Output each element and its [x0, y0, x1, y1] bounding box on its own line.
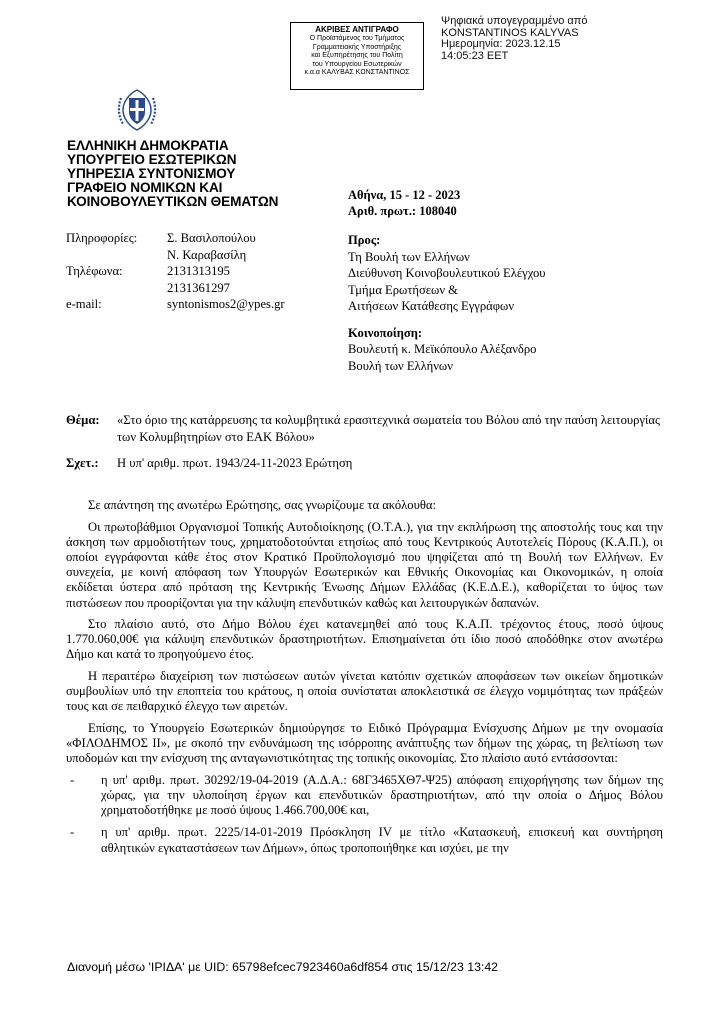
body-paragraph: Στο πλαίσιο αυτό, στο Δήμο Βόλου έχει κατανεμηθεί από τους Κ.Α.Π. τρέχοντος έτους, ποσό ύψους 1.770.060,00€ για κάλυψη επενδυτικών δραστηριοτήτων. Επισημαίνεται ότι ίδιο ποσό αποδόθηκε στον ανωτέρω Δήμο και κατά το προηγούμενο έτος. — [66, 617, 663, 662]
subject-text: «Στο όριο της κατάρρευσης τα κολυμβητικά ερασιτεχνικά σωματεία του Βόλου από την παύση λειτουργίας των Κολυμβητηρίων στο ΕΑΚ Βόλου» — [117, 413, 660, 444]
signature-line: Ημερομηνία: 2023.12.15 — [441, 38, 561, 50]
issuer-header — [67, 139, 278, 209]
document-date: Αθήνα, 15 - 12 - 2023 — [348, 188, 461, 202]
contact-info — [66, 230, 285, 313]
phone-number: 2131313195 — [167, 264, 230, 278]
body-paragraph: Επίσης, το Υπουργείο Εσωτερικών δημιούργησε το Ειδικό Πρόγραμμα Ενίσχυσης Δήμων με την ονομασία «ΦΙΛΟΔΗΜΟΣ ΙΙ», με σκοπό την ενδυνάμωση της ισόρροπης ανάπτυξης των δήμων της χώρας, τη βελτίωση των υποδομών και την ενίσχυση της ανταγωνιστικότητας της τοπικής οικονομίας. Στο πλαίσιο αυτό εντάσσονται: — [66, 720, 663, 766]
bullet-marker: - — [70, 825, 75, 840]
to-label: Προς: — [348, 233, 381, 247]
phone-number: 2131361297 — [167, 280, 230, 295]
recipient-line: Αιτήσεων Κατάθεσης Εγγράφων — [348, 299, 515, 313]
signature-line: KONSTANTINOS KALYVAS — [441, 26, 579, 39]
stamp-line: Ο Προϊστάμενος του Τμήματος — [309, 35, 405, 42]
subject-block — [66, 412, 666, 472]
list-item-text: η υπ' αριθμ. πρωτ. 2225/14-01-2019 Πρόσκληση IV με τίτλο «Κατασκευή, επισκευή και συντήρηση αθλητικών εγκαταστάσεων των Δήμων», όπως τροποποιήθηκε και ισχύει, με την — [101, 825, 663, 855]
reference-label: Σχετ.: — [66, 456, 99, 470]
issuer-line: ΥΠΗΡΕΣΙΑ ΣΥΝΤΟΝΙΣΜΟΥ — [67, 165, 236, 181]
recipient-line: Τη Βουλή των Ελλήνων — [348, 249, 470, 264]
cc-line: Βουλευτή κ. Μεϊκόπουλο Αλέξανδρο — [348, 342, 537, 356]
greek-coat-of-arms-icon — [115, 88, 159, 132]
list-item-text: η υπ' αριθμ. πρωτ. 30292/19-04-2019 (Α.Δ.Α.: 68Γ3465ΧΘ7-Ψ25) απόφαση επιχορήγησης των δήμων της χώρας, για την υλοποίηση έργων και επενδυτικών δραστηριοτήτων, από την οποία ο Δήμος Βόλου χρηματοδοτήθηκε με ποσό ύψους 1.466.700,00€ και, — [101, 772, 663, 818]
stamp-title: ΑΚΡΙΒΕΣ ΑΝΤΙΓΡΑΦΟ — [315, 25, 399, 34]
phone-label: Τηλέφωνα: — [66, 264, 123, 278]
issuer-line: ΥΠΟΥΡΓΕΙΟ ΕΣΩΤΕΡΙΚΩΝ — [67, 151, 237, 167]
signature-line: Ψηφιακά υπογεγραμμένο από — [441, 15, 588, 27]
distribution-footer: Διανομή μέσω 'ΙΡΙΔΑ' με UID: 65798efcec7923460a6df854 στις 15/12/23 13:42 — [67, 960, 499, 974]
recipient-line: Διεύθυνση Κοινοβουλευτικού Ελέγχου — [348, 266, 546, 280]
issuer-line: ΚΟΙΝΟΒΟΥΛΕΥΤΙΚΩΝ ΘΕΜΑΤΩΝ — [67, 193, 279, 209]
issuer-line: ΓΡΑΦΕΙΟ ΝΟΜΙΚΩΝ ΚΑΙ — [67, 179, 223, 195]
info-label: Πληροφορίες: — [66, 231, 138, 245]
stamp-line: του Υπουργείου Εσωτερικών — [312, 60, 402, 68]
stamp-line: κ.α.α ΚΑΛΥΒΑΣ ΚΩΝΣΤΑΝΤΙΝΟΣ — [304, 69, 410, 77]
body-paragraph: Οι πρωτοβάθμιοι Οργανισμοί Τοπικής Αυτοδιοίκησης (Ο.Τ.Α.), για την εκπλήρωση της αποστολής τους και την άσκηση των αρμοδιοτήτων τους, χρηματοδοτούνται ετησίως από τους Κεντρικούς Αυτοτελείς Πόρους (Κ.Α.Π.), οι οποίοι εγγράφονται κάθε έτος στον Κρατικό Προϋπολογισμό που ψηφίζεται από τη Βουλή των Ελλήνων. Εν συνεχεία, με κοινή απόφαση των Υπουργών Εσωτερικών και Εθνικής Οικονομίας και Οικονομικών, η οποία εκδίδεται ύστερα από πρόταση της Κεντρικής Ένωσης Δήμων Ελλάδας (Κ.Ε.Δ.Ε.), καθορίζεται το ύψος των πιστώσεων που προορίζονται για την κάλυψη επενδυτικών καθώς και λειτουργικών δαπανών. — [66, 519, 663, 610]
cc-label: Κοινοποίηση: — [348, 325, 423, 340]
recipient-line: Τμήμα Ερωτήσεων & — [348, 282, 458, 297]
stamp-line: Γραμματειακής Υποστήριξης — [312, 43, 402, 51]
signature-line: 14:05:23 EET — [441, 49, 509, 62]
body-paragraph: Η περαιτέρω διαχείριση των πιστώσεων αυτών γίνεται κατόπιν σχετικών αποφάσεων των οικείων δημοτικών συμβουλίων υπό την εποπτεία του κράτους, η οποία συνίσταται αποκλειστικά σε έλεγχο νομιμότητας των πράξεών τους και σε πειθαρχικό έλεγχο των αιρετών. — [66, 668, 663, 714]
stamp-line: και Εξυπηρέτησης του Πολίτη — [311, 52, 403, 60]
list-item — [66, 825, 663, 855]
date-protocol-block — [348, 187, 460, 219]
issuer-line: ΕΛΛΗΝΙΚΗ ΔΗΜΟΚΡΑΤΙΑ — [67, 138, 229, 153]
cc-line: Βουλή των Ελλήνων — [348, 358, 453, 373]
recipients-block — [348, 232, 546, 374]
reference-text: Η υπ' αριθμ. πρωτ. 1943/24-11-2023 Ερώτηση — [117, 456, 353, 470]
contact-name: Σ. Βασιλοπούλου — [167, 231, 256, 245]
certified-copy-stamp — [290, 22, 424, 90]
email-address: syntonismos2@ypes.gr — [167, 297, 285, 311]
bullet-marker: - — [70, 772, 75, 787]
body-paragraph: Σε απάντηση της ανωτέρω Ερώτησης, σας γνωρίζουμε τα ακόλουθα: — [88, 498, 436, 512]
letter-body — [66, 498, 663, 863]
contact-name: Ν. Καραβασίλη — [167, 247, 247, 262]
subject-label: Θέμα: — [66, 413, 100, 427]
email-label: e-mail: — [66, 297, 102, 311]
digital-signature-block — [441, 16, 587, 62]
list-item — [66, 773, 663, 819]
protocol-number: Αριθ. πρωτ.: 108040 — [348, 204, 457, 218]
